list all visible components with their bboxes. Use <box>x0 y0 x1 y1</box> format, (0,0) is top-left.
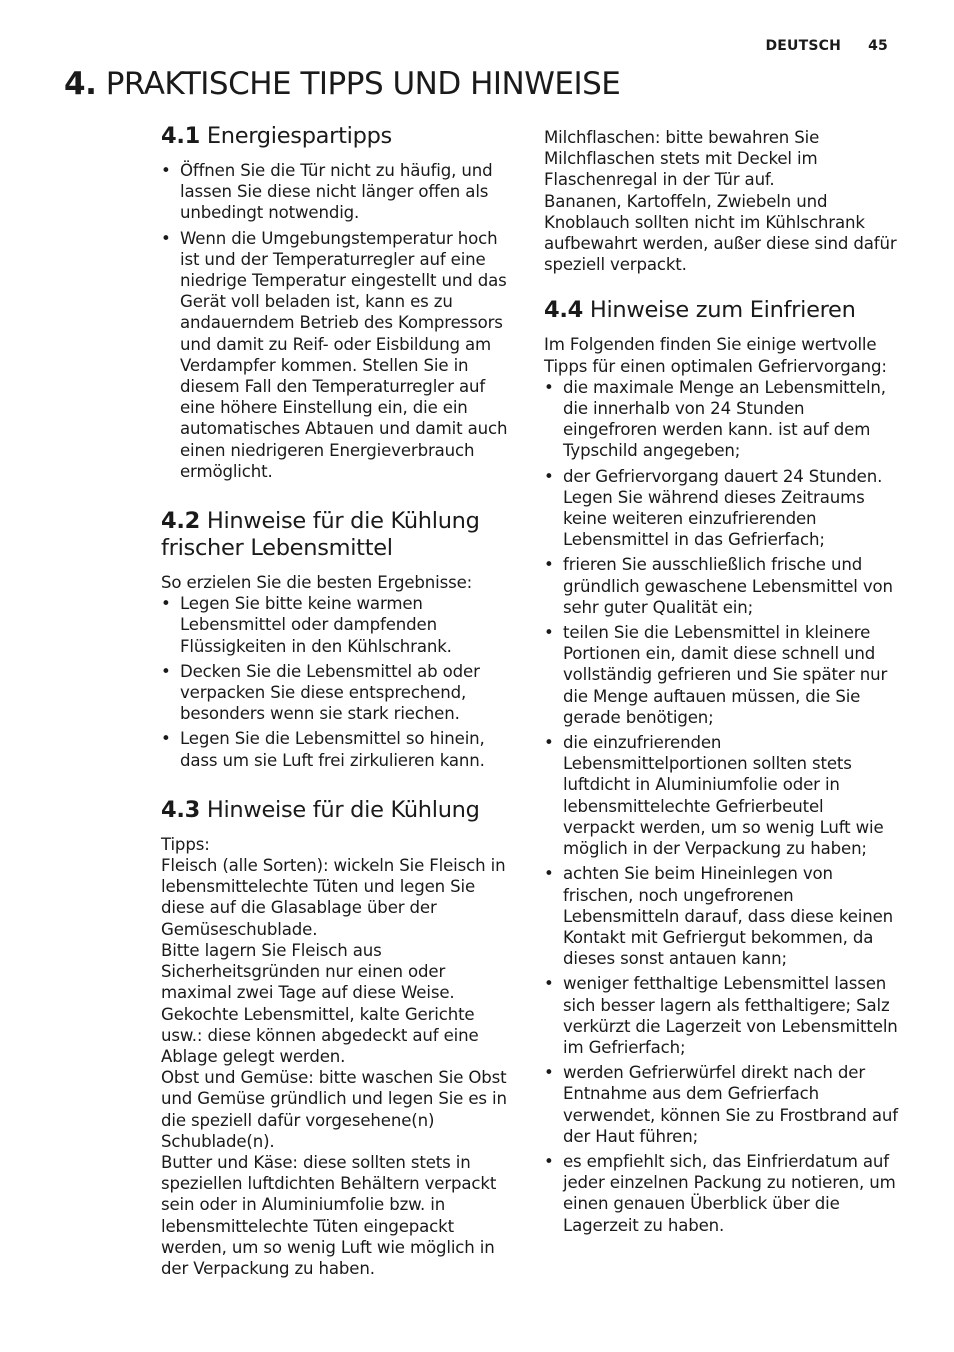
section-heading-4-1 <box>161 123 516 150</box>
list-item: • die maximale Menge an Lebensmitteln, die innerhalb von 24 Stunden eingefroren werden kann. ist auf dem Typschild angegeben; <box>544 377 899 462</box>
list-item: • die einzufrierenden Lebensmittelportionen sollten stets luftdicht in Aluminiumfolie oder in lebensmittelechte Gefrierbeutel verpackt werden, um so wenig Luft wie möglich in der Verpackung zu haben; <box>544 732 899 859</box>
right-column <box>544 127 899 1240</box>
list-item: • frieren Sie ausschließlich frische und gründlich gewaschene Lebensmittel von sehr guter Qualität ein; <box>544 554 899 618</box>
list-item: • achten Sie beim Hineinlegen von frischen, noch ungefrorenen Lebensmitteln darauf, dass diese keinen Kontakt mit Gefriergut bekommen, da dieses sonst antauen kann; <box>544 863 899 969</box>
section-title: Hinweise für die Kühlung <box>206 796 480 823</box>
left-column <box>161 123 516 1279</box>
section-title: Hinweise für die Kühlung frischer Lebensmittel <box>161 508 480 562</box>
chapter-number: 4. <box>64 66 97 102</box>
list-item: • Decken Sie die Lebensmittel ab oder verpacken Sie diese entsprechend, besonders wenn sie stark riechen. <box>161 661 516 725</box>
section-intro-4-2: So erzielen Sie die besten Ergebnisse: <box>161 573 473 593</box>
chapter-title <box>64 66 620 102</box>
list-item: • Legen Sie bitte keine warmen Lebensmittel oder dampfenden Flüssigkeiten in den Kühlschrank. <box>161 593 516 657</box>
bullet-list-4-2 <box>161 593 516 771</box>
list-item: • Wenn die Umgebungstemperatur hoch ist und der Temperaturregler auf eine niedrige Temperatur eingestellt und das Gerät voll beladen ist, kann es zu andauerndem Betrieb des Kompressors und damit zu Reif- oder Eisbildung am Verdampfer kommen. Stellen Sie in diesem Fall den Temperaturregler auf eine höhere Einstellung ein, die ein automatisches Abtauen und damit auch einen niedrigeren Energieverbrauch ermöglicht. <box>161 228 516 482</box>
section-number: 4.2 <box>161 508 200 535</box>
bullet-list-4-1 <box>161 160 516 482</box>
section-title: Hinweise zum Einfrieren <box>589 297 856 324</box>
section-heading-4-2 <box>161 508 516 562</box>
list-item: • werden Gefrierwürfel direkt nach der Entnahme aus dem Gefrierfach verwendet, können Sie zu Frostbrand auf der Haut führen; <box>544 1062 899 1147</box>
page-number: 45 <box>868 38 888 54</box>
section-intro-4-4: Im Folgenden finden Sie einige wertvolle Tipps für einen optimalen Gefriervorgang: <box>544 335 887 376</box>
section-body-4-3-continued: Milchflaschen: bitte bewahren Sie Milchflaschen stets mit Deckel im Flaschenregal in der Tür auf. Bananen, Kartoffeln, Zwiebeln und Knoblauch sollten nicht im Kühlschrank aufbewahrt werden, außer diese sind dafür speziell verpackt. <box>544 128 897 275</box>
section-number: 4.1 <box>161 123 200 149</box>
section-heading-4-4 <box>544 297 899 324</box>
section-body-4-3: Tipps: Fleisch (alle Sorten): wickeln Sie Fleisch in lebensmittelechte Tüten und legen Sie diese auf die Glasablage über der Gemüseschublade. Bitte lagern Sie Fleisch aus Sicherheitsgründen nur einen oder maximal zwei Tage auf diese Weise. Gekochte Lebensmittel, kalte Gerichte usw.: diese können abgedeckt auf eine Ablage gelegt werden. Obst und Gemüse: bitte waschen Sie Obst und Gemüse gründlich und legen Sie es in die speziell dafür vorgesehene(n) Schublade(n). Butter und Käse: diese sollten stets in speziellen luftdichten Behältern verpackt sein oder in Aluminiumfolie bzw. in lebensmittelechte Tüten eingepackt werden, um so wenig Luft wie möglich in der Verpackung zu haben. <box>161 834 507 1278</box>
list-item: • der Gefriervorgang dauert 24 Stunden. Legen Sie während dieses Zeitraums keine weiteren einzufrierenden Lebensmittel in das Gefrierfach; <box>544 466 899 551</box>
language-label: DEUTSCH <box>765 38 842 54</box>
list-item: • Öffnen Sie die Tür nicht zu häufig, und lassen Sie diese nicht länger offen als unbedingt notwendig. <box>161 160 516 224</box>
chapter-title-text: PRAKTISCHE TIPPS UND HINWEISE <box>105 66 621 102</box>
section-heading-4-3 <box>161 797 516 824</box>
bullet-list-4-4 <box>544 377 899 1236</box>
section-number: 4.3 <box>161 796 200 823</box>
list-item: • Legen Sie die Lebensmittel so hinein, dass um sie Luft frei zirkulieren kann. <box>161 728 516 770</box>
list-item: • teilen Sie die Lebensmittel in kleinere Portionen ein, damit diese schnell und vollständig gefrieren und Sie später nur die Menge auftauen müssen, die Sie gerade benötigen; <box>544 622 899 728</box>
list-item: • weniger fetthaltige Lebensmittel lassen sich besser lagern als fetthaltigere; Salz verkürzt die Lagerzeit von Lebensmitteln im Gefrierfach; <box>544 973 899 1058</box>
page-header <box>765 38 888 54</box>
section-number: 4.4 <box>544 297 583 324</box>
section-title: Energiespartipps <box>206 123 392 149</box>
list-item: • es empfiehlt sich, das Einfrierdatum auf jeder einzelnen Packung zu notieren, um einen genauen Überblick über die Lagerzeit zu haben. <box>544 1151 899 1236</box>
